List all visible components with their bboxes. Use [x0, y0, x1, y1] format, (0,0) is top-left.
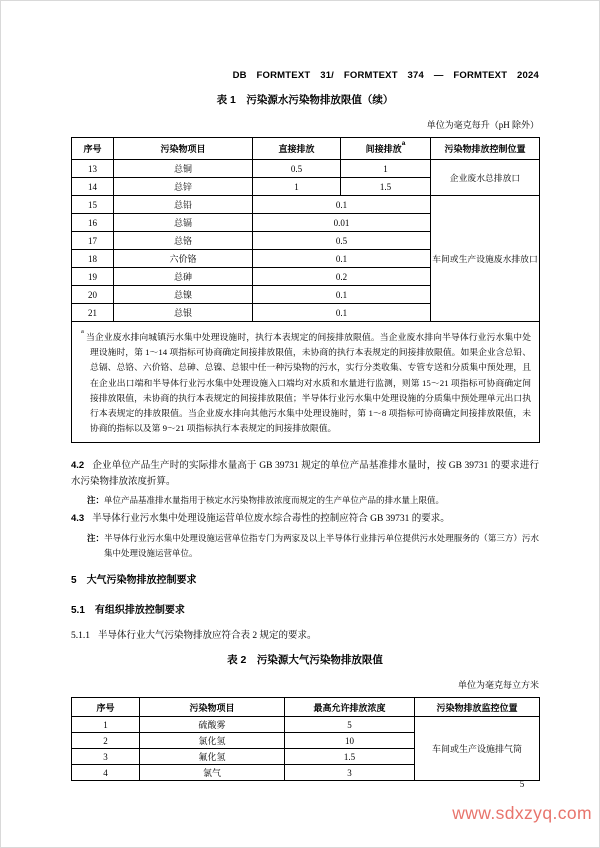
section-number: 5 [71, 574, 77, 586]
table1-footnote-row [72, 322, 540, 443]
table1-footnote [72, 322, 540, 443]
clause-text: 企业单位产品生产时的实际排水量高于 GB 39731 规定的单位产品基准排水量时，按 GB 39731 的要求进行水污染物排放浓度折算。 [71, 461, 539, 487]
cell-no: 1 [72, 717, 140, 733]
cell-item: 总锌 [114, 178, 253, 196]
note-text: 单位产品基准排水量指用于核定水污染物排放浓度而规定的生产单位产品的排水量上限值。 [104, 495, 445, 506]
note-label: 注： [87, 532, 105, 543]
cell-item: 总镉 [114, 214, 253, 232]
clause-number: 4.3 [71, 513, 85, 525]
col-serial: 序号 [72, 138, 114, 160]
col-indirect [341, 138, 431, 160]
table1 [71, 137, 540, 443]
section-5-1-heading [71, 604, 539, 617]
cell-item: 总铬 [114, 232, 253, 250]
cell-item: 总铜 [114, 160, 253, 178]
table-row [72, 717, 540, 733]
cell-limit: 0.1 [253, 286, 431, 304]
col-indirect-label: 间接排放 [365, 144, 402, 154]
cell-limit: 0.5 [253, 232, 431, 250]
clause-number: 4.2 [71, 460, 85, 472]
cell-item: 总砷 [114, 268, 253, 286]
col-max-concentration: 最高允许排放浓度 [285, 698, 415, 717]
cell-item: 氯气 [140, 765, 285, 781]
cell-limit: 0.1 [253, 250, 431, 268]
cell-no: 19 [72, 268, 114, 286]
cell-value: 1.5 [285, 749, 415, 765]
cell-limit: 0.1 [253, 304, 431, 322]
page-number: 5 [519, 779, 525, 789]
clause-text: 半导体行业污水集中处理设施运营单位废水综合毒性的控制应符合 GB 39731 的要求。 [92, 514, 450, 525]
clause-5-1-1 [71, 629, 539, 645]
cell-no: 18 [72, 250, 114, 268]
cell-item: 总镍 [114, 286, 253, 304]
table-row [72, 196, 540, 214]
clause-4-3 [71, 511, 539, 528]
cell-location: 车间或生产设施排气筒 [415, 717, 540, 781]
section-title: 有组织排放控制要求 [94, 604, 185, 616]
footnote-ref: a [401, 140, 406, 147]
cell-no: 21 [72, 304, 114, 322]
cell-item: 氯化氢 [140, 733, 285, 749]
note-4-3 [71, 531, 539, 561]
doc-code-header: DB FORMTEXT 31/ FORMTEXT 374 — FORMTEXT 2024 [232, 70, 539, 81]
cell-no: 15 [72, 196, 114, 214]
cell-no: 13 [72, 160, 114, 178]
cell-item: 氟化氢 [140, 749, 285, 765]
col-pollutant: 污染物项目 [140, 698, 285, 717]
cell-value: 5 [285, 717, 415, 733]
table2-unit-note: 单位为毫克每立方米 [457, 680, 539, 691]
col-serial: 序号 [72, 698, 140, 717]
cell-limit: 0.1 [253, 196, 431, 214]
note-label: 注： [87, 495, 105, 506]
cell-no: 3 [72, 749, 140, 765]
cell-no: 2 [72, 733, 140, 749]
cell-item: 总铅 [114, 196, 253, 214]
cell-no: 4 [72, 765, 140, 781]
section-5-heading [71, 574, 539, 587]
cell-item: 总银 [114, 304, 253, 322]
cell-location-group2: 车间或生产设施废水排放口 [431, 196, 540, 322]
cell-direct: 0.5 [253, 160, 341, 178]
watermark-text: www.sdxzyq.com [452, 803, 592, 823]
table2-caption: 表 2 污染源大气污染物排放限值 [227, 654, 383, 667]
col-pollutant: 污染物项目 [114, 138, 253, 160]
table1-unit-note: 单位为毫克每升（pH 除外） [426, 120, 539, 130]
cell-no: 17 [72, 232, 114, 250]
cell-value: 10 [285, 733, 415, 749]
table1-header-row [72, 138, 540, 160]
table2 [71, 697, 540, 781]
cell-indirect: 1.5 [341, 178, 431, 196]
page-content [71, 70, 539, 781]
col-control-location: 污染物排放控制位置 [431, 138, 540, 160]
cell-location-group1: 企业废水总排放口 [431, 160, 540, 196]
cell-no: 16 [72, 214, 114, 232]
footnote-text: 当企业废水排向城镇污水集中处理设施时，执行本表规定的间接排放限值。当企业废水排向半导体行业污水集中处理设施时，第 1～14 项指标可协商确定间接排放限值，未协商的执行本表规定的间接排放限值。如果企业含总铅、总镉、总铬、六价铬、总砷、总镍、总银中任一种污染物的污水，实行分类收集、专管专送和分质集中预处理，且在企业出口端和半导体行业污水集中处理设施入口端均对水质和水量进行监测，则第 15～21 项指标可协商确定间接排放限值，未协商的执行本表规定的间接排放限值；半导体行业污水集中处理设施的分质集中预处理单元出口执行本表规定的排放限值。当企业废水排向其他污水集中处理设施时，第 1～8 项指标可协商确定间接排放限值，未协商的指标以及第 9～21 项指标执行本表规定的间接排放限值。 [85, 331, 531, 434]
clause-number: 5.1.1 [71, 630, 90, 641]
cell-direct: 1 [253, 178, 341, 196]
note-4-2 [71, 493, 539, 508]
table1-caption: 表 1 污染源水污染物排放限值（续） [216, 94, 394, 106]
cell-indirect: 1 [341, 160, 431, 178]
table2-header-row [72, 698, 540, 717]
clause-text: 半导体行业大气污染物排放应符合表 2 规定的要求。 [98, 630, 317, 641]
table-row [72, 160, 540, 178]
cell-no: 14 [72, 178, 114, 196]
cell-limit: 0.2 [253, 268, 431, 286]
note-text: 半导体行业污水集中处理设施运营单位指专门为两家及以上半导体行业排污单位提供污水处理服务的（第三方）污水集中处理设施运营单位。 [104, 532, 539, 558]
section-number: 5.1 [71, 604, 85, 616]
col-monitor-location: 污染物排放监控位置 [415, 698, 540, 717]
footnote-marker: a [81, 328, 84, 335]
clause-4-2 [71, 458, 539, 490]
cell-item: 六价铬 [114, 250, 253, 268]
cell-limit: 0.01 [253, 214, 431, 232]
cell-item: 硫酸雾 [140, 717, 285, 733]
col-direct: 直接排放 [253, 138, 341, 160]
section-title: 大气污染物排放控制要求 [86, 574, 197, 586]
cell-no: 20 [72, 286, 114, 304]
cell-value: 3 [285, 765, 415, 781]
